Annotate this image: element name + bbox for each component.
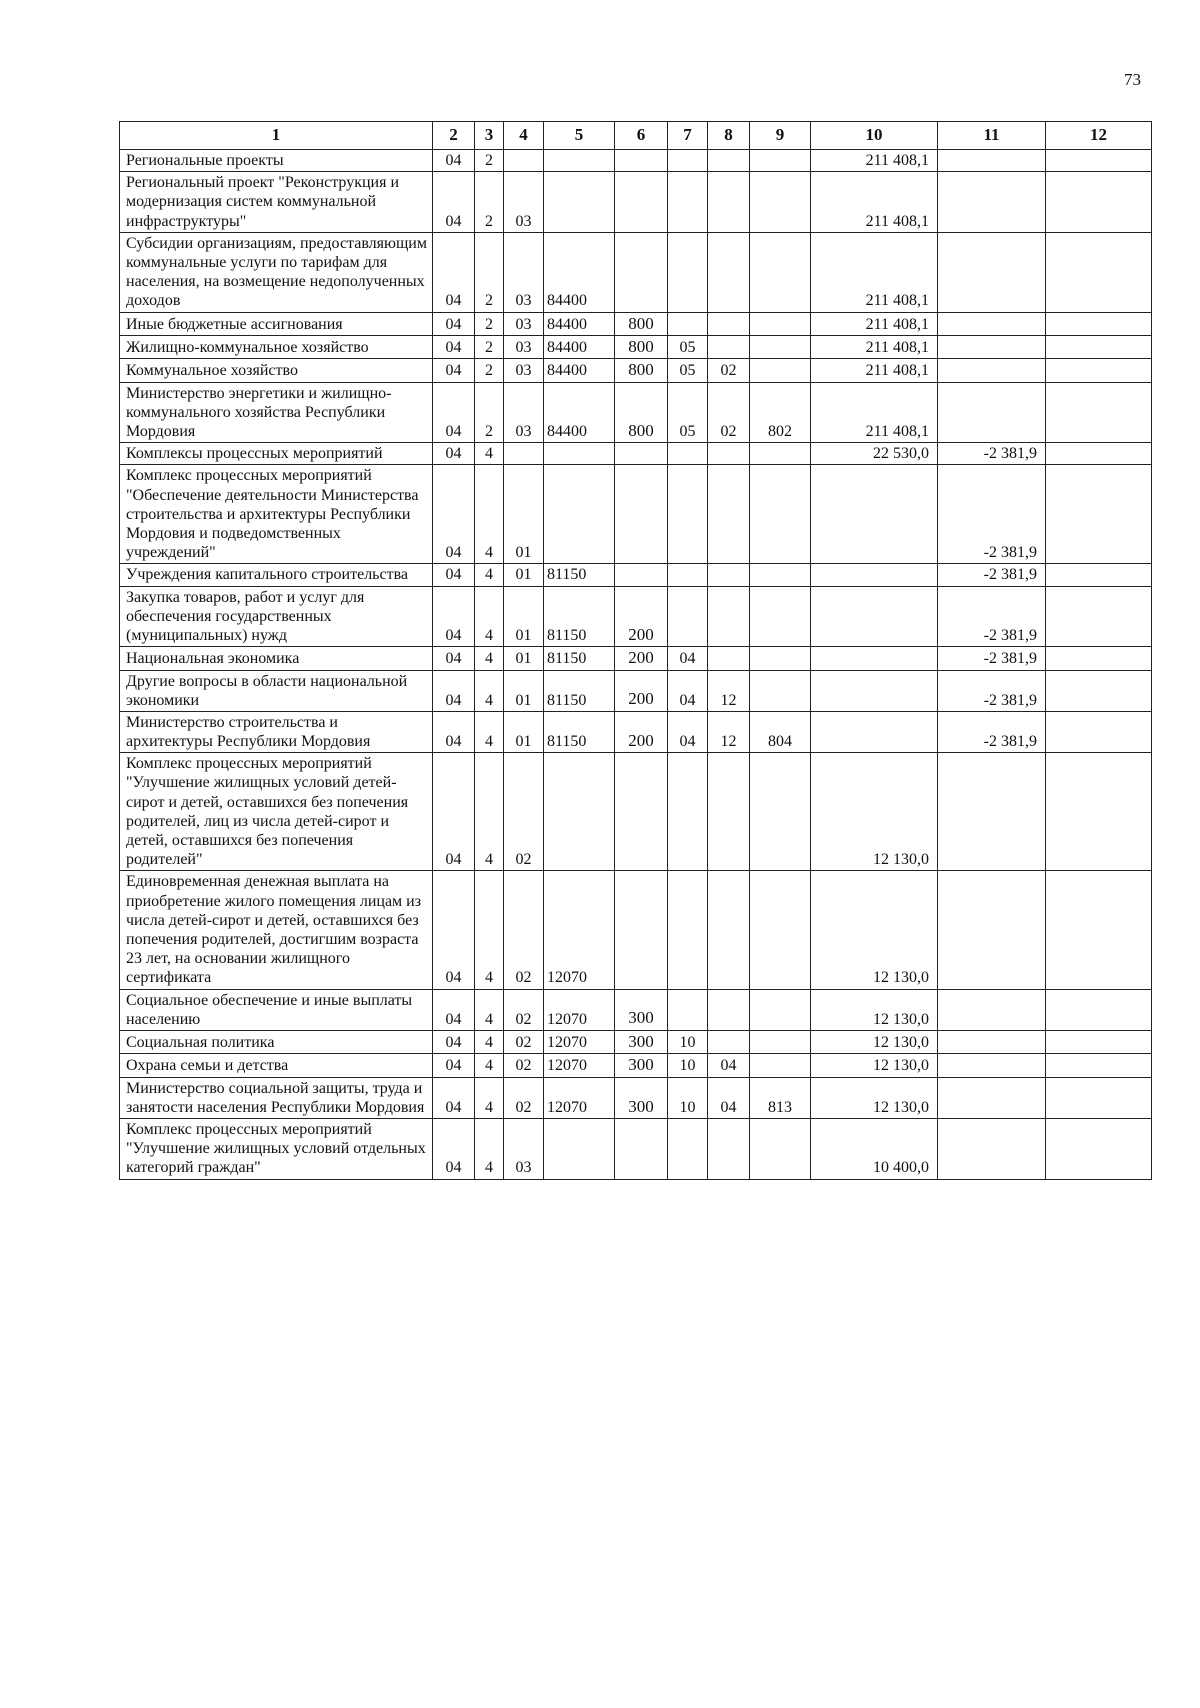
cell-col-5 xyxy=(544,465,615,564)
cell-col-9 xyxy=(750,232,811,312)
cell-col-6: 300 xyxy=(615,1077,668,1118)
cell-col-11 xyxy=(938,312,1046,335)
cell-col-7 xyxy=(668,753,708,871)
cell-col-3: 4 xyxy=(475,1054,504,1077)
cell-col-12 xyxy=(1046,753,1152,871)
cell-col-6 xyxy=(615,871,668,989)
cell-col-3: 4 xyxy=(475,871,504,989)
cell-col-12 xyxy=(1046,172,1152,233)
cell-col-3: 2 xyxy=(475,335,504,358)
cell-col-11 xyxy=(938,150,1046,172)
cell-col-11: -2 381,9 xyxy=(938,670,1046,711)
cell-col-2: 04 xyxy=(433,382,475,443)
cell-col-11: -2 381,9 xyxy=(938,465,1046,564)
cell-col-8 xyxy=(708,443,750,465)
cell-col-5: 84400 xyxy=(544,312,615,335)
column-header: 9 xyxy=(750,122,811,150)
cell-col-10: 12 130,0 xyxy=(811,1077,938,1118)
cell-col-6 xyxy=(615,232,668,312)
cell-col-3: 4 xyxy=(475,586,504,647)
cell-col-4 xyxy=(504,443,544,465)
cell-col-5: 84400 xyxy=(544,382,615,443)
cell-col-3: 4 xyxy=(475,1077,504,1118)
cell-col-5: 84400 xyxy=(544,232,615,312)
cell-col-3: 2 xyxy=(475,150,504,172)
column-header: 11 xyxy=(938,122,1046,150)
cell-col-7: 10 xyxy=(668,1077,708,1118)
table-row xyxy=(120,1030,1152,1053)
cell-col-5: 81150 xyxy=(544,711,615,752)
cell-col-4: 01 xyxy=(504,711,544,752)
cell-col-2: 04 xyxy=(433,1030,475,1053)
cell-col-10: 211 408,1 xyxy=(811,382,938,443)
cell-col-9 xyxy=(750,359,811,382)
cell-col-3: 2 xyxy=(475,312,504,335)
cell-col-4: 01 xyxy=(504,586,544,647)
row-name-cell: Социальное обеспечение и иные выплаты населению xyxy=(120,989,433,1030)
cell-col-7: 05 xyxy=(668,382,708,443)
cell-col-2: 04 xyxy=(433,232,475,312)
cell-col-12 xyxy=(1046,1030,1152,1053)
cell-col-10: 211 408,1 xyxy=(811,335,938,358)
row-name-cell: Социальная политика xyxy=(120,1030,433,1053)
cell-col-5: 12070 xyxy=(544,1077,615,1118)
cell-col-10: 12 130,0 xyxy=(811,1054,938,1077)
cell-col-9 xyxy=(750,1030,811,1053)
cell-col-7 xyxy=(668,1119,708,1180)
cell-col-5: 12070 xyxy=(544,1054,615,1077)
cell-col-8: 04 xyxy=(708,1054,750,1077)
cell-col-10: 211 408,1 xyxy=(811,232,938,312)
table-row xyxy=(120,1119,1152,1180)
cell-col-4: 03 xyxy=(504,359,544,382)
cell-col-6: 300 xyxy=(615,1030,668,1053)
cell-col-11: -2 381,9 xyxy=(938,711,1046,752)
cell-col-5 xyxy=(544,1119,615,1180)
cell-col-7 xyxy=(668,465,708,564)
cell-col-9 xyxy=(750,172,811,233)
cell-col-11 xyxy=(938,359,1046,382)
table-row xyxy=(120,711,1152,752)
cell-col-11 xyxy=(938,753,1046,871)
table-row xyxy=(120,1054,1152,1077)
cell-col-12 xyxy=(1046,1077,1152,1118)
cell-col-7 xyxy=(668,564,708,586)
header-row xyxy=(120,122,1152,150)
cell-col-4: 02 xyxy=(504,1077,544,1118)
cell-col-4: 03 xyxy=(504,232,544,312)
row-name-cell: Региональные проекты xyxy=(120,150,433,172)
cell-col-3: 4 xyxy=(475,465,504,564)
cell-col-3: 4 xyxy=(475,1119,504,1180)
row-name-cell: Жилищно-коммунальное хозяйство xyxy=(120,335,433,358)
cell-col-8 xyxy=(708,150,750,172)
cell-col-11 xyxy=(938,1119,1046,1180)
cell-col-8 xyxy=(708,1030,750,1053)
cell-col-3: 4 xyxy=(475,711,504,752)
cell-col-11 xyxy=(938,1030,1046,1053)
cell-col-5: 81150 xyxy=(544,647,615,670)
cell-col-6: 200 xyxy=(615,647,668,670)
cell-col-9: 804 xyxy=(750,711,811,752)
cell-col-8: 12 xyxy=(708,711,750,752)
cell-col-7 xyxy=(668,172,708,233)
cell-col-8 xyxy=(708,312,750,335)
cell-col-12 xyxy=(1046,382,1152,443)
cell-col-6: 200 xyxy=(615,670,668,711)
cell-col-12 xyxy=(1046,670,1152,711)
cell-col-4: 03 xyxy=(504,1119,544,1180)
cell-col-10: 10 400,0 xyxy=(811,1119,938,1180)
row-name-cell: Комплекс процессных мероприятий "Обеспечение деятельности Министерства строительства и архитектуры Республики Мордовия и подведомственных учреждений" xyxy=(120,465,433,564)
cell-col-11: -2 381,9 xyxy=(938,564,1046,586)
row-name-cell: Региональный проект "Реконструкция и модернизация систем коммунальной инфраструктуры" xyxy=(120,172,433,233)
column-header: 7 xyxy=(668,122,708,150)
cell-col-10: 22 530,0 xyxy=(811,443,938,465)
cell-col-6: 300 xyxy=(615,989,668,1030)
cell-col-2: 04 xyxy=(433,150,475,172)
cell-col-8 xyxy=(708,564,750,586)
cell-col-10 xyxy=(811,647,938,670)
cell-col-9 xyxy=(750,312,811,335)
cell-col-4: 01 xyxy=(504,670,544,711)
cell-col-6: 300 xyxy=(615,1054,668,1077)
cell-col-5 xyxy=(544,172,615,233)
cell-col-7 xyxy=(668,312,708,335)
table-row xyxy=(120,564,1152,586)
cell-col-12 xyxy=(1046,647,1152,670)
cell-col-11 xyxy=(938,335,1046,358)
cell-col-3: 2 xyxy=(475,172,504,233)
cell-col-3: 4 xyxy=(475,1030,504,1053)
cell-col-10 xyxy=(811,586,938,647)
table-row xyxy=(120,335,1152,358)
cell-col-10 xyxy=(811,670,938,711)
cell-col-9 xyxy=(750,443,811,465)
cell-col-10: 12 130,0 xyxy=(811,871,938,989)
row-name-cell: Министерство строительства и архитектуры Республики Мордовия xyxy=(120,711,433,752)
cell-col-2: 04 xyxy=(433,670,475,711)
cell-col-5 xyxy=(544,753,615,871)
row-name-cell: Коммунальное хозяйство xyxy=(120,359,433,382)
cell-col-12 xyxy=(1046,989,1152,1030)
cell-col-2: 04 xyxy=(433,564,475,586)
cell-col-2: 04 xyxy=(433,586,475,647)
cell-col-6 xyxy=(615,443,668,465)
cell-col-7 xyxy=(668,871,708,989)
cell-col-6: 800 xyxy=(615,382,668,443)
cell-col-2: 04 xyxy=(433,335,475,358)
cell-col-4: 02 xyxy=(504,989,544,1030)
cell-col-11 xyxy=(938,871,1046,989)
table-row xyxy=(120,312,1152,335)
cell-col-10: 211 408,1 xyxy=(811,312,938,335)
cell-col-9 xyxy=(750,150,811,172)
cell-col-12 xyxy=(1046,586,1152,647)
cell-col-3: 4 xyxy=(475,564,504,586)
cell-col-8 xyxy=(708,1119,750,1180)
table-body xyxy=(120,150,1152,1180)
table-row xyxy=(120,753,1152,871)
row-name-cell: Единовременная денежная выплата на приобретение жилого помещения лицам из числа детей-сирот и детей, оставшихся без попечения родителей, достигшим возраста 23 лет, на основании жилищного сертификата xyxy=(120,871,433,989)
cell-col-6 xyxy=(615,150,668,172)
cell-col-7 xyxy=(668,443,708,465)
row-name-cell: Субсидии организациям, предоставляющим коммунальные услуги по тарифам для населения, на возмещение недополученных доходов xyxy=(120,232,433,312)
column-header: 3 xyxy=(475,122,504,150)
cell-col-11 xyxy=(938,1077,1046,1118)
cell-col-8 xyxy=(708,871,750,989)
cell-col-3: 2 xyxy=(475,382,504,443)
table-row xyxy=(120,382,1152,443)
cell-col-11 xyxy=(938,232,1046,312)
column-header: 12 xyxy=(1046,122,1152,150)
cell-col-11: -2 381,9 xyxy=(938,647,1046,670)
cell-col-9 xyxy=(750,1054,811,1077)
table-row xyxy=(120,232,1152,312)
table-row xyxy=(120,586,1152,647)
row-name-cell: Охрана семьи и детства xyxy=(120,1054,433,1077)
cell-col-7: 05 xyxy=(668,359,708,382)
cell-col-12 xyxy=(1046,711,1152,752)
cell-col-2: 04 xyxy=(433,359,475,382)
cell-col-8 xyxy=(708,335,750,358)
cell-col-2: 04 xyxy=(433,1077,475,1118)
cell-col-8: 04 xyxy=(708,1077,750,1118)
cell-col-11: -2 381,9 xyxy=(938,443,1046,465)
cell-col-7 xyxy=(668,989,708,1030)
cell-col-12 xyxy=(1046,232,1152,312)
cell-col-8 xyxy=(708,647,750,670)
column-header: 5 xyxy=(544,122,615,150)
cell-col-8 xyxy=(708,232,750,312)
cell-col-7: 04 xyxy=(668,670,708,711)
cell-col-9 xyxy=(750,647,811,670)
cell-col-11 xyxy=(938,1054,1046,1077)
cell-col-5: 81150 xyxy=(544,564,615,586)
cell-col-12 xyxy=(1046,871,1152,989)
table-row xyxy=(120,1077,1152,1118)
cell-col-7 xyxy=(668,150,708,172)
column-header: 8 xyxy=(708,122,750,150)
cell-col-6 xyxy=(615,1119,668,1180)
cell-col-9 xyxy=(750,989,811,1030)
cell-col-10: 12 130,0 xyxy=(811,753,938,871)
cell-col-7: 10 xyxy=(668,1030,708,1053)
cell-col-9 xyxy=(750,1119,811,1180)
cell-col-9 xyxy=(750,670,811,711)
row-name-cell: Национальная экономика xyxy=(120,647,433,670)
cell-col-4: 01 xyxy=(504,647,544,670)
cell-col-11 xyxy=(938,989,1046,1030)
table-row xyxy=(120,172,1152,233)
cell-col-7 xyxy=(668,232,708,312)
cell-col-3: 4 xyxy=(475,989,504,1030)
row-name-cell: Другие вопросы в области национальной экономики xyxy=(120,670,433,711)
cell-col-12 xyxy=(1046,359,1152,382)
cell-col-5: 84400 xyxy=(544,359,615,382)
table-row xyxy=(120,359,1152,382)
cell-col-4: 02 xyxy=(504,1054,544,1077)
cell-col-5: 81150 xyxy=(544,670,615,711)
cell-col-10: 211 408,1 xyxy=(811,150,938,172)
cell-col-9: 802 xyxy=(750,382,811,443)
row-name-cell: Комплекс процессных мероприятий "Улучшение жилищных условий детей-сирот и детей, оставшихся без попечения родителей, лиц из числа детей-сирот и детей, оставшихся без попечения родителей" xyxy=(120,753,433,871)
page-number: 73 xyxy=(1124,70,1141,89)
cell-col-5 xyxy=(544,443,615,465)
table-row xyxy=(120,670,1152,711)
cell-col-5: 12070 xyxy=(544,1030,615,1053)
table-header xyxy=(120,122,1152,150)
cell-col-10 xyxy=(811,465,938,564)
cell-col-2: 04 xyxy=(433,647,475,670)
cell-col-3: 4 xyxy=(475,670,504,711)
cell-col-11: -2 381,9 xyxy=(938,586,1046,647)
cell-col-9 xyxy=(750,586,811,647)
cell-col-2: 04 xyxy=(433,711,475,752)
cell-col-10 xyxy=(811,564,938,586)
row-name-cell: Министерство социальной защиты, труда и занятости населения Республики Мордовия xyxy=(120,1077,433,1118)
row-name-cell: Министерство энергетики и жилищно-коммунального хозяйства Республики Мордовия xyxy=(120,382,433,443)
cell-col-2: 04 xyxy=(433,871,475,989)
cell-col-2: 04 xyxy=(433,465,475,564)
cell-col-3: 2 xyxy=(475,232,504,312)
cell-col-6: 200 xyxy=(615,586,668,647)
budget-table xyxy=(119,121,1152,1180)
row-name-cell: Иные бюджетные ассигнования xyxy=(120,312,433,335)
cell-col-9 xyxy=(750,564,811,586)
cell-col-9 xyxy=(750,335,811,358)
cell-col-2: 04 xyxy=(433,753,475,871)
cell-col-11 xyxy=(938,172,1046,233)
column-header: 10 xyxy=(811,122,938,150)
cell-col-5: 81150 xyxy=(544,586,615,647)
row-name-cell: Закупка товаров, работ и услуг для обеспечения государственных (муниципальных) нужд xyxy=(120,586,433,647)
cell-col-12 xyxy=(1046,465,1152,564)
cell-col-4: 01 xyxy=(504,465,544,564)
column-header: 6 xyxy=(615,122,668,150)
cell-col-12 xyxy=(1046,312,1152,335)
cell-col-4: 03 xyxy=(504,382,544,443)
cell-col-6: 800 xyxy=(615,312,668,335)
cell-col-7: 04 xyxy=(668,711,708,752)
cell-col-2: 04 xyxy=(433,312,475,335)
cell-col-5: 12070 xyxy=(544,871,615,989)
cell-col-4: 03 xyxy=(504,335,544,358)
cell-col-8 xyxy=(708,172,750,233)
cell-col-5 xyxy=(544,150,615,172)
cell-col-10: 12 130,0 xyxy=(811,1030,938,1053)
cell-col-12 xyxy=(1046,1119,1152,1180)
cell-col-3: 4 xyxy=(475,753,504,871)
column-header: 4 xyxy=(504,122,544,150)
cell-col-7: 05 xyxy=(668,335,708,358)
cell-col-8 xyxy=(708,586,750,647)
cell-col-11 xyxy=(938,382,1046,443)
table-row xyxy=(120,465,1152,564)
column-header: 1 xyxy=(120,122,433,150)
cell-col-8 xyxy=(708,753,750,871)
cell-col-8 xyxy=(708,465,750,564)
cell-col-12 xyxy=(1046,335,1152,358)
cell-col-2: 04 xyxy=(433,172,475,233)
cell-col-12 xyxy=(1046,564,1152,586)
cell-col-2: 04 xyxy=(433,1119,475,1180)
cell-col-10: 211 408,1 xyxy=(811,172,938,233)
cell-col-3: 4 xyxy=(475,443,504,465)
row-name-cell: Учреждения капитального строительства xyxy=(120,564,433,586)
cell-col-2: 04 xyxy=(433,443,475,465)
cell-col-8: 02 xyxy=(708,359,750,382)
table-row xyxy=(120,989,1152,1030)
cell-col-9 xyxy=(750,871,811,989)
cell-col-10 xyxy=(811,711,938,752)
table-row xyxy=(120,443,1152,465)
cell-col-3: 4 xyxy=(475,647,504,670)
cell-col-7: 04 xyxy=(668,647,708,670)
cell-col-10: 12 130,0 xyxy=(811,989,938,1030)
row-name-cell: Комплекс процессных мероприятий "Улучшение жилищных условий отдельных категорий граждан" xyxy=(120,1119,433,1180)
cell-col-4: 02 xyxy=(504,753,544,871)
cell-col-4: 02 xyxy=(504,1030,544,1053)
cell-col-7: 10 xyxy=(668,1054,708,1077)
cell-col-5: 84400 xyxy=(544,335,615,358)
cell-col-9 xyxy=(750,465,811,564)
cell-col-6: 200 xyxy=(615,711,668,752)
cell-col-6 xyxy=(615,564,668,586)
column-header: 2 xyxy=(433,122,475,150)
cell-col-4: 03 xyxy=(504,172,544,233)
table-row xyxy=(120,647,1152,670)
cell-col-6 xyxy=(615,753,668,871)
cell-col-12 xyxy=(1046,150,1152,172)
cell-col-8: 12 xyxy=(708,670,750,711)
cell-col-4 xyxy=(504,150,544,172)
table-row xyxy=(120,871,1152,989)
cell-col-8 xyxy=(708,989,750,1030)
cell-col-5: 12070 xyxy=(544,989,615,1030)
cell-col-4: 01 xyxy=(504,564,544,586)
cell-col-4: 02 xyxy=(504,871,544,989)
row-name-cell: Комплексы процессных мероприятий xyxy=(120,443,433,465)
cell-col-12 xyxy=(1046,1054,1152,1077)
table-row xyxy=(120,150,1152,172)
cell-col-6 xyxy=(615,172,668,233)
cell-col-12 xyxy=(1046,443,1152,465)
cell-col-6: 800 xyxy=(615,335,668,358)
cell-col-2: 04 xyxy=(433,1054,475,1077)
cell-col-9 xyxy=(750,753,811,871)
cell-col-10: 211 408,1 xyxy=(811,359,938,382)
cell-col-3: 2 xyxy=(475,359,504,382)
cell-col-9: 813 xyxy=(750,1077,811,1118)
cell-col-2: 04 xyxy=(433,989,475,1030)
cell-col-7 xyxy=(668,586,708,647)
cell-col-6 xyxy=(615,465,668,564)
cell-col-8: 02 xyxy=(708,382,750,443)
cell-col-4: 03 xyxy=(504,312,544,335)
cell-col-6: 800 xyxy=(615,359,668,382)
